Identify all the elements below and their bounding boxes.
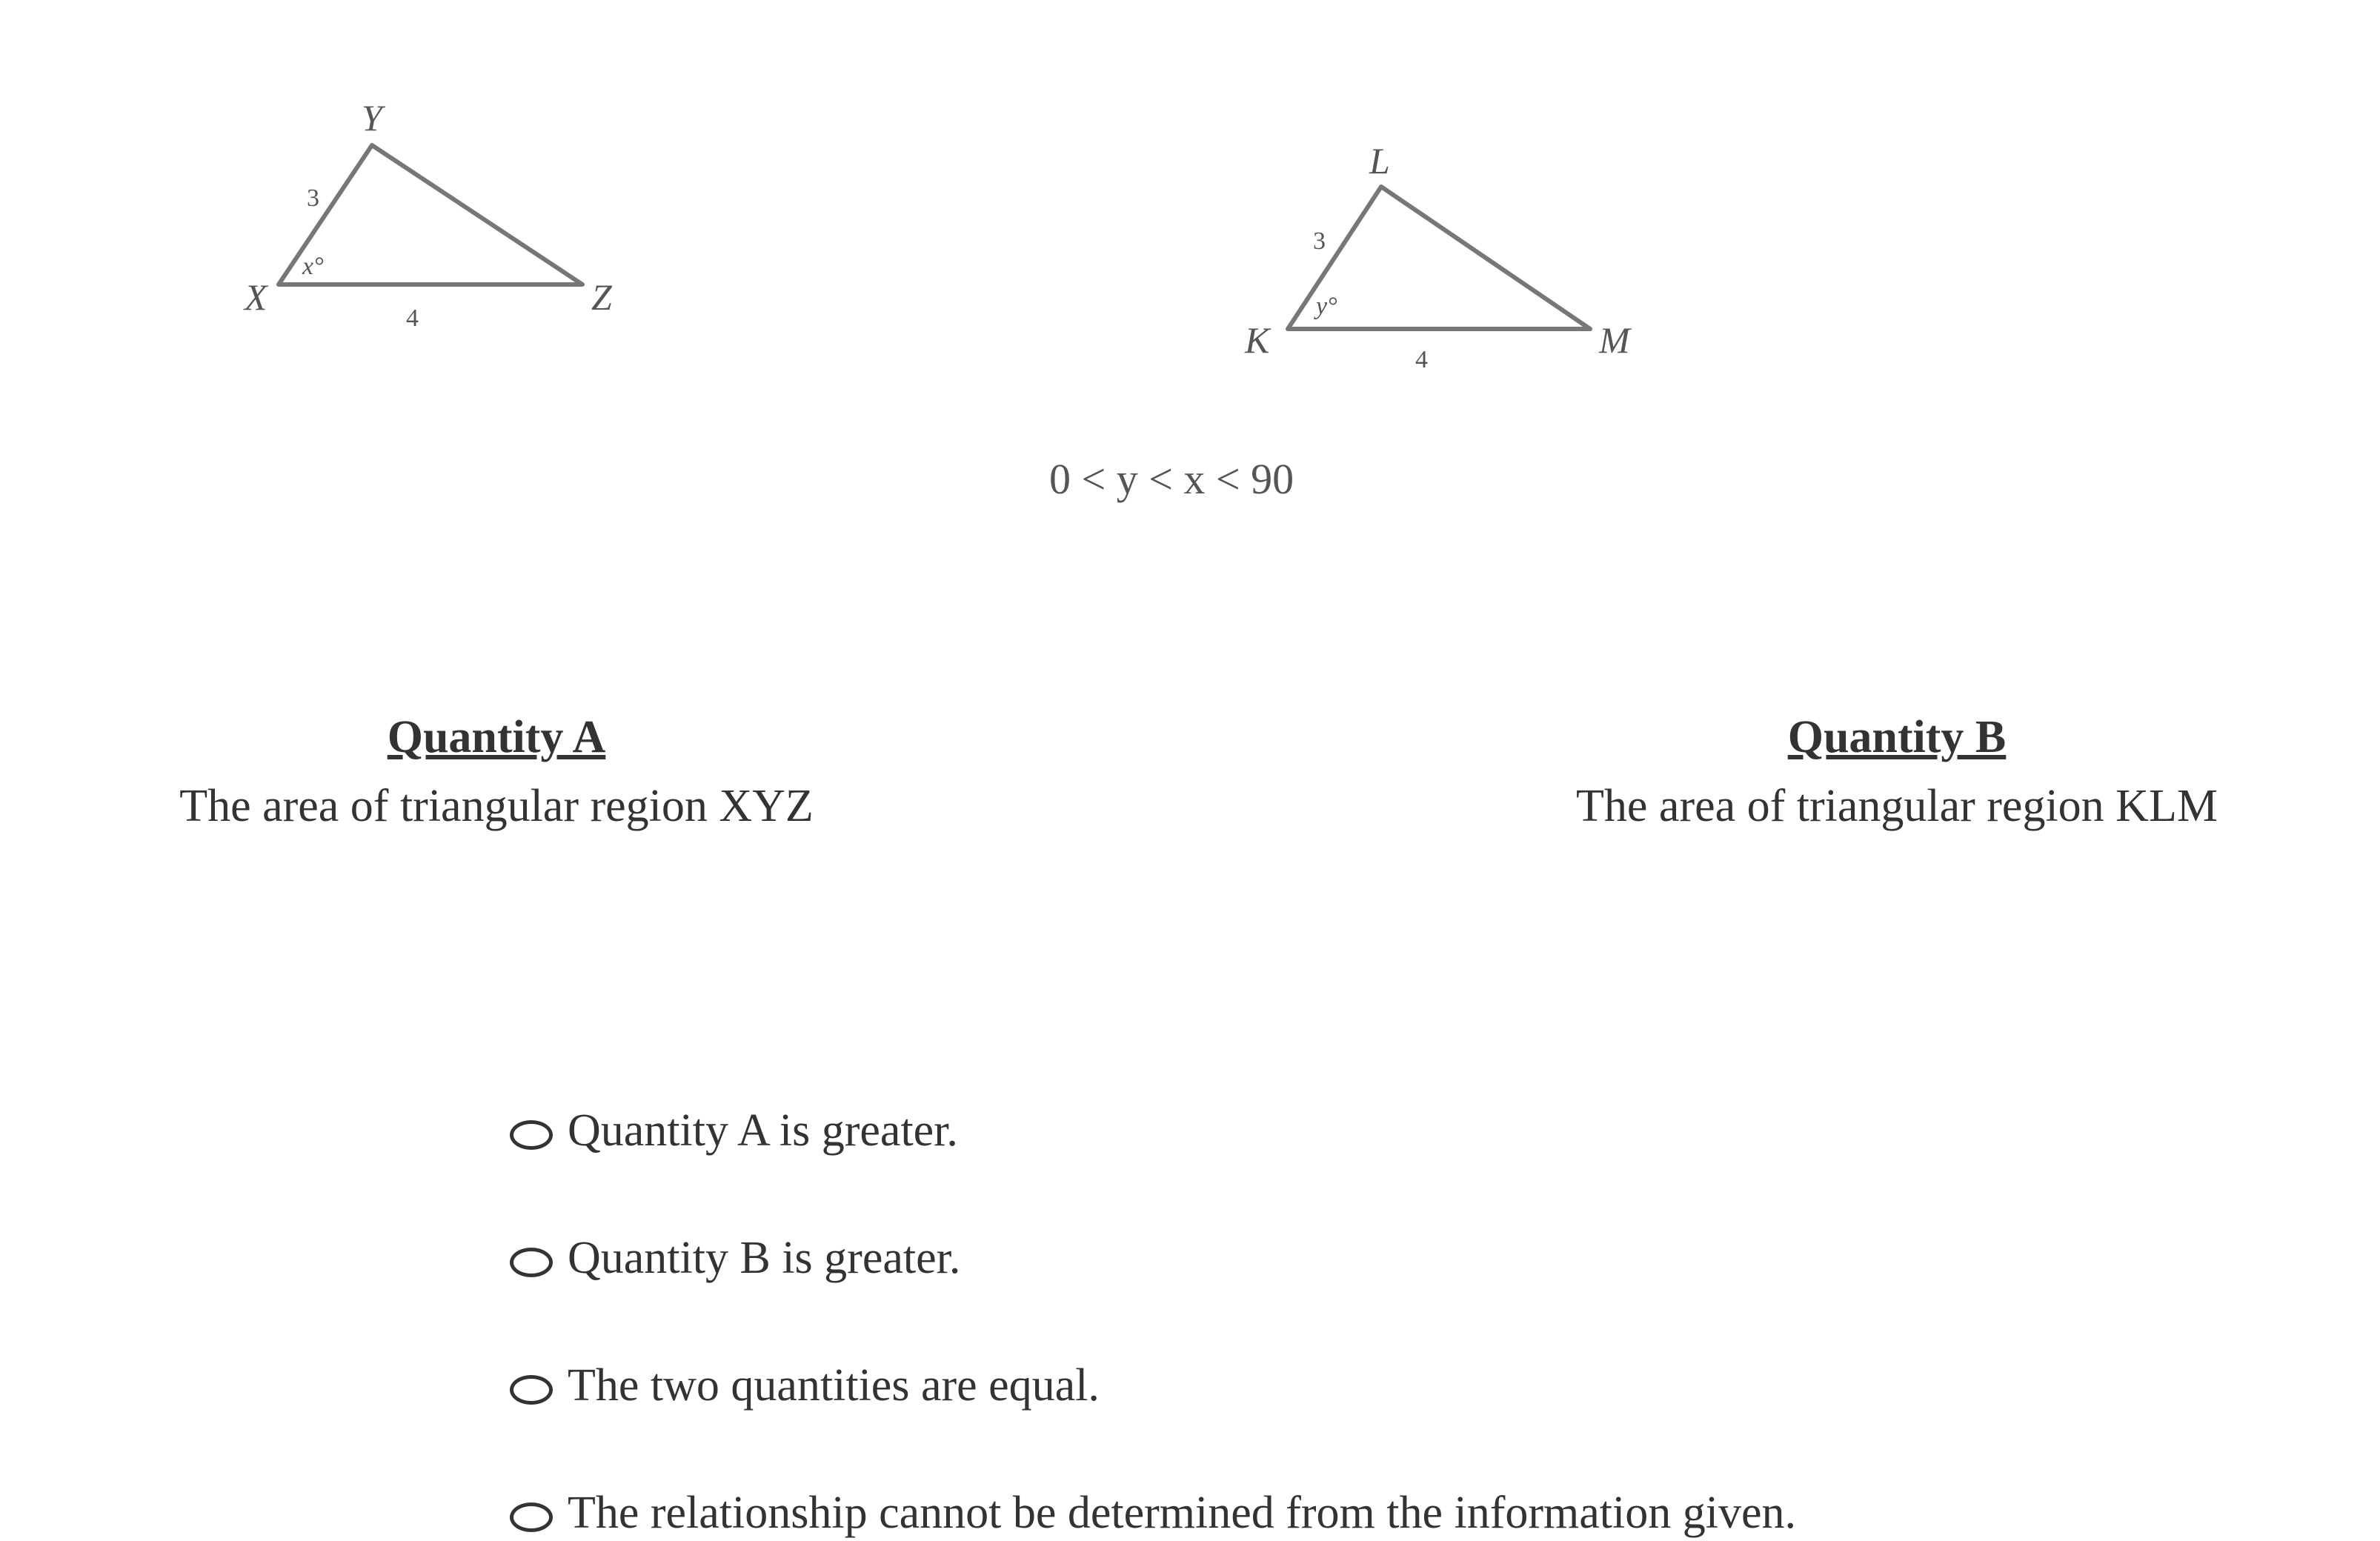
choice-label: The two quantities are equal. [568, 1359, 1100, 1411]
choice-label: Quantity A is greater. [568, 1105, 958, 1156]
choice-a[interactable] [510, 1067, 1796, 1194]
triangle-xyz-outline [279, 145, 582, 284]
radio-button[interactable] [510, 1502, 553, 1532]
answer-choices [510, 1067, 1796, 1541]
vertex-x-label: X [245, 276, 267, 318]
radio-button[interactable] [510, 1248, 553, 1277]
side-xz-label: 4 [406, 304, 419, 332]
angle-y-label: y° [1316, 293, 1337, 320]
side-km-label: 4 [1415, 346, 1428, 373]
quantity-b [1556, 704, 2238, 842]
triangle-klm [1244, 140, 1632, 373]
angle-x-label: x° [302, 253, 324, 280]
side-xy-label: 3 [307, 184, 319, 212]
triangle-xyz [243, 97, 613, 332]
choice-c[interactable] [510, 1322, 1796, 1449]
choice-b[interactable] [510, 1194, 1796, 1322]
choice-label: The relationship cannot be determined from the information given. [568, 1487, 1796, 1538]
choice-d[interactable] [510, 1449, 1796, 1541]
quantity-a-heading: Quantity A [387, 712, 606, 762]
vertex-l-label: L [1369, 140, 1390, 182]
vertex-z-label: Z [591, 276, 612, 318]
quantity-a-text: The area of triangular region XYZ [179, 781, 814, 831]
quantity-b-heading: Quantity B [1787, 712, 2007, 762]
quantity-b-text: The area of triangular region KLM [1576, 781, 2218, 831]
vertex-m-label: M [1599, 319, 1630, 361]
radio-button[interactable] [510, 1375, 553, 1405]
side-kl-label: 3 [1313, 227, 1326, 255]
vertex-y-label: Y [362, 97, 382, 139]
quantity-a [163, 704, 830, 842]
choice-label: Quantity B is greater. [568, 1232, 961, 1283]
angle-condition: 0 < y < x < 90 [1049, 455, 1294, 503]
vertex-k-label: K [1245, 319, 1270, 361]
radio-button[interactable] [510, 1120, 553, 1150]
triangle-figure [0, 0, 2380, 519]
